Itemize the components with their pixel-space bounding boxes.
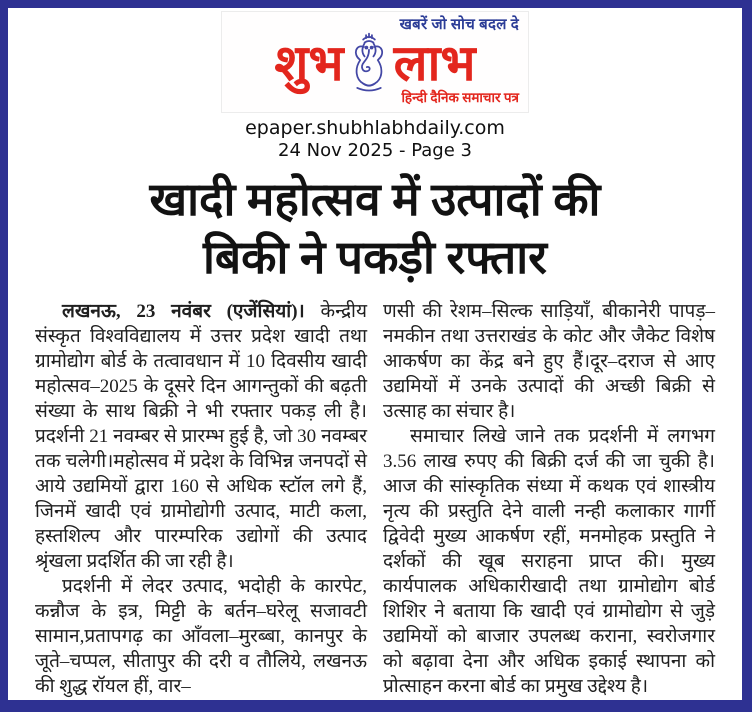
paragraph-2: प्रदर्शनी में लेदर उत्पाद, भदोही के कारपेट, कन्नौज के इत्र, मिट्टी के बर्तन–घरेलू सजावटी सामान,प्रतापगढ़ का आँवला–मुरब्बा, कानपुर के जूते–चप्पल, सीतापुर की दरी व तौलिये, लखनऊ की शुद्ध रॉयल हीं, वार–	[35, 575, 367, 697]
date-page-label: 24 Nov 2025 - Page 3	[278, 140, 472, 162]
logo-word-labh: लाभ	[393, 34, 476, 91]
newspaper-scan	[8, 8, 742, 700]
masthead-logo	[231, 32, 519, 94]
ganesha-icon	[347, 32, 391, 94]
epaper-url[interactable]: epaper.shubhlabhdaily.com	[245, 117, 505, 140]
paragraph-4: समाचार लिखे जाने तक प्रदर्शनी में लगभग 3.56 लाख रुपए की बिक्री दर्ज की जा चुकी है।आज की सांस्कृतिक संध्या में कथक एवं शास्त्रीय नृत्य की प्रस्तुति देने वाली नन्ही कलाकार गार्गी द्विवेदी मुख्य आकर्षण रहीं, मनमोहक प्रस्तुति ने दर्शकों की खूब सराहना प्राप्त की। मुख्य कार्यपालक अधिकारीखादी तथा ग्रामोद्योग बोर्ड शिशिर ने बताया कि खादी एवं ग्रामोद्योग से जुड़े उद्यमियों को बाजार उपलब्ध कराना, स्वरोजगार को बढ़ावा देना और अधिक इकाई स्थापना को प्रोत्साहन करना बोर्ड का प्रमुख उद्देश्य है।	[383, 425, 715, 697]
paragraph-1	[35, 299, 367, 574]
article-body	[8, 299, 742, 699]
article-headline	[150, 171, 601, 288]
logo-word-shubh: शुभ	[274, 34, 344, 91]
masthead	[221, 11, 529, 113]
headline-line2: बिकी ने पकड़ी रफ्तार	[202, 232, 547, 284]
column-left	[35, 299, 367, 699]
masthead-subtitle: हिन्दी दैनिक समाचार पत्र	[401, 89, 519, 105]
masthead-tagline: खबरें जो सोच बदल दे	[399, 17, 519, 33]
headline-line1: खादी महोत्सव में उत्पादों की	[149, 173, 601, 225]
paragraph-3: णसी की रेशम–सिल्क साड़ियाँ, बीकानेरी पापड़–नमकीन तथा उत्तराखंड के कोट और जैकेट विशेष आकर्षण का केंद्र बने हुए हैं।दूर–दराज से आए उद्यमियों में उनके उत्पादों की अच्छी बिक्री से उत्साह का संचार है।	[383, 300, 715, 422]
column-right	[383, 299, 715, 699]
dateline: लखनऊ, 23 नवंबर (एजेंसियां)।	[62, 300, 305, 322]
paragraph-1-text: केन्द्रीय संस्कृत विश्वविद्यालय में उत्तर प्रदेश खादी तथा ग्रामोद्योग बोर्ड के तत्वावधान में 10 दिवसीय खादी महोत्सव–2025 के दूसरे दिन आगन्तुकों की बढ़ती संख्या के साथ बिक्री ने भी रफ्तार पकड़ ली है। प्रदर्शनी 21 नवम्बर से प्रारम्भ हुई है, जो 30 नवम्बर तक चलेगी।महोत्सव में प्रदेश के विभिन्न जनपदों से आये उद्यमियों द्वारा 160 से अधिक स्टॉल लगे हैं, जिनमें खादी एवं ग्रामोद्योगी उत्पाद, माटी कला, हस्तशिल्प और पारम्परिक उद्योगों की उत्पाद श्रृंखला प्रदर्शित की जा रही है।	[35, 300, 368, 572]
